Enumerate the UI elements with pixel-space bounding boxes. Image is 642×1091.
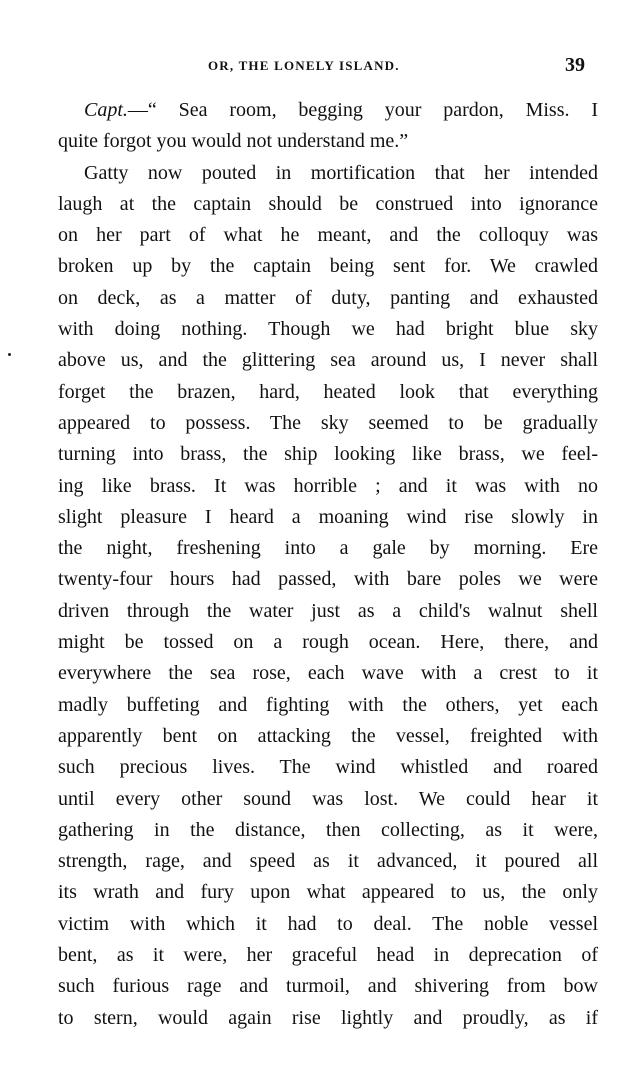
print-speck (8, 353, 11, 356)
text-line: strength, rage, and speed as it advanced, it poured all (58, 850, 598, 873)
text-line: bent, as it were, her graceful head in deprecation of (58, 944, 598, 967)
text-line: with doing nothing. Though we had bright blue sky (58, 318, 598, 341)
text-line: quite forgot you would not understand me.” (58, 130, 409, 153)
text-line: broken up by the captain being sent for. We crawled (58, 255, 598, 278)
text-line: its wrath and fury upon what appeared to us, the only (58, 881, 598, 904)
text-line: driven through the water just as a child's walnut shell (58, 599, 598, 622)
text-line: forget the brazen, hard, heated look that everything (58, 380, 598, 403)
text-line: madly buffeting and fighting with the others, yet each (58, 693, 598, 716)
running-title: OR, THE LONELY ISLAND. (208, 58, 400, 73)
text-line: on deck, as a matter of duty, panting and exhausted (58, 286, 598, 309)
text-line: gathering in the distance, then collecting, as it were, (58, 818, 598, 841)
running-head (0, 54, 642, 78)
text-line: twenty-four hours had passed, with bare poles we were (58, 568, 598, 591)
text-line: above us, and the glittering sea around us, I never shall (58, 349, 598, 372)
text-line: to stern, would again rise lightly and proudly, as if (58, 1006, 598, 1029)
body-text (58, 95, 598, 1034)
text-line: everywhere the sea rose, each wave with a crest to it (58, 662, 598, 685)
text-line: ing like brass. It was horrible ; and it was with no (58, 474, 598, 497)
text-line: laugh at the captain should be construed into ignorance (58, 192, 598, 215)
speaker-label: Capt. (84, 99, 128, 121)
text-line (58, 95, 598, 126)
text-line: such precious lives. The wind whistled and roared (58, 756, 598, 779)
page-number: 39 (565, 54, 585, 76)
text-line: slight pleasure I heard a moaning wind rise slowly in (58, 505, 598, 528)
text-line: on her part of what he meant, and the colloquy was (58, 224, 598, 247)
text-line: until every other sound was lost. We could hear it (58, 787, 598, 810)
text-line: might be tossed on a rough ocean. Here, there, and (58, 631, 598, 654)
text-line-content: —“ Sea room, begging your pardon, Miss. I (127, 99, 598, 121)
text-line: appeared to possess. The sky seemed to be gradually (58, 411, 598, 434)
text-line: turning into brass, the ship looking like brass, we feel- (58, 443, 598, 466)
text-line: the night, freshening into a gale by morning. Ere (58, 537, 598, 560)
text-line: apparently bent on attacking the vessel, freighted with (58, 724, 598, 747)
text-line: Gatty now pouted in mortification that her intended (84, 161, 598, 184)
text-line: such furious rage and turmoil, and shivering from bow (58, 975, 598, 998)
text-line: victim with which it had to deal. The noble vessel (58, 912, 598, 935)
